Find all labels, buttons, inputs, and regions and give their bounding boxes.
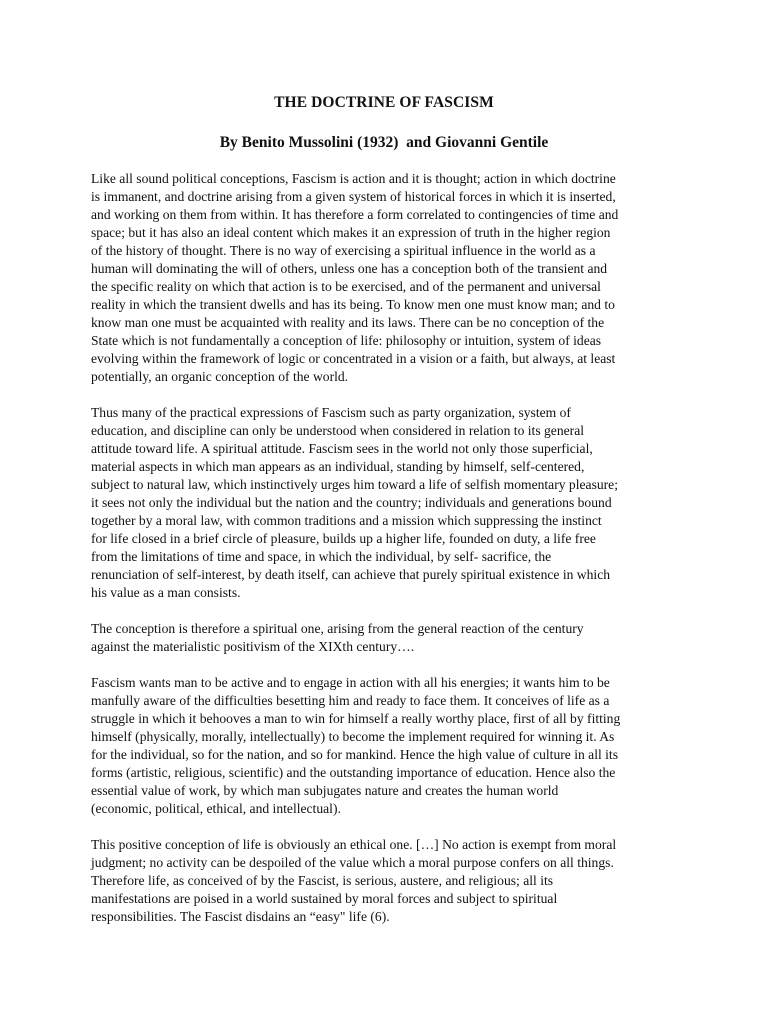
paragraph-line: it sees not only the individual but the nation and the country; individuals and generations bound: [91, 495, 612, 510]
paragraph-line: judgment; no activity can be despoiled of the value which a moral purpose confers on all things.: [91, 855, 614, 870]
paragraph-line: struggle in which it behooves a man to win for himself a really worthy place, first of all by fitting: [91, 711, 621, 726]
paragraph-line: human will dominating the will of others, unless one has a conception both of the transient and: [91, 261, 608, 276]
paragraph-line: Like all sound political conceptions, Fascism is action and it is thought; action in which doctrine: [91, 171, 616, 186]
paragraph-line: manfully aware of the difficulties besetting him and ready to face them. It conceives of life as a: [91, 693, 610, 708]
paragraph-line: material aspects in which man appears as an individual, standing by himself, self-centered,: [91, 459, 585, 474]
document-body: [91, 170, 691, 944]
paragraph-line: his value as a man consists.: [91, 585, 241, 600]
paragraph-line: the specific reality on which that action is to be exercised, and of the permanent and universal: [91, 279, 601, 294]
paragraph-line: space; but it has also an ideal content which makes it an expression of truth in the higher region: [91, 225, 611, 240]
paragraph-line: together by a moral law, with common traditions and a mission which suppressing the instinct: [91, 513, 602, 528]
paragraph-line: himself (physically, morally, intellectually) to become the implement required for winning it. As: [91, 729, 615, 744]
paragraph-line: of the history of thought. There is no way of exercising a spiritual influence in the world as a: [91, 243, 596, 258]
paragraph-line: potentially, an organic conception of the world.: [91, 369, 349, 384]
paragraph-line: evolving within the framework of logic or concentrated in a vision or a faith, but always, at least: [91, 351, 616, 366]
paragraph-line: (economic, political, ethical, and intellectual).: [91, 801, 341, 816]
paragraph-line: Thus many of the practical expressions of Fascism such as party organization, system of: [91, 405, 571, 420]
paragraph-line: manifestations are poised in a world sustained by moral forces and subject to spiritual: [91, 891, 558, 906]
paragraph-2: [91, 404, 691, 602]
paragraph-line: State which is not fundamentally a conception of life: philosophy or intuition, system of ideas: [91, 333, 602, 348]
document-byline: By Benito Mussolini (1932) and Giovanni Gentile: [219, 134, 549, 151]
paragraph-line: Therefore life, as conceived of by the Fascist, is serious, austere, and religious; all its: [91, 873, 554, 888]
paragraph-line: essential value of work, by which man subjugates nature and creates the human world: [91, 783, 559, 798]
paragraph-line: and working on them from within. It has therefore a form correlated to contingencies of time and: [91, 207, 619, 222]
paragraph-line: Fascism wants man to be active and to engage in action with all his energies; it wants him to be: [91, 675, 610, 690]
paragraph-line: attitude toward life. A spiritual attitude. Fascism sees in the world not only those superficial,: [91, 441, 593, 456]
paragraph-line: education, and discipline can only be understood when considered in relation to its general: [91, 423, 585, 438]
paragraph-line: for life closed in a brief circle of pleasure, builds up a higher life, founded on duty, a life free: [91, 531, 596, 546]
paragraph-line: is immanent, and doctrine arising from a given system of historical forces in which it is inserted,: [91, 189, 616, 204]
paragraph-line: renunciation of self-interest, by death itself, can achieve that purely spiritual existence in which: [91, 567, 611, 582]
paragraph-line: against the materialistic positivism of the XIXth century….: [91, 639, 415, 654]
paragraph-1: [91, 170, 691, 386]
paragraph-line: from the limitations of time and space, in which the individual, by self- sacrifice, the: [91, 549, 552, 564]
paragraph-5: [91, 836, 691, 926]
paragraph-4: [91, 674, 691, 818]
paragraph-line: This positive conception of life is obviously an ethical one. […] No action is exempt from moral: [91, 837, 617, 852]
paragraph-3: [91, 620, 691, 656]
paragraph-line: forms (artistic, religious, scientific) and the outstanding importance of education. Hence also the: [91, 765, 616, 780]
paragraph-line: for the individual, so for the nation, and so for mankind. Hence the high value of culture in all its: [91, 747, 619, 762]
document-title: THE DOCTRINE OF FASCISM: [274, 94, 494, 111]
paragraph-line: responsibilities. The Fascist disdains an “easy" life (6).: [91, 909, 390, 924]
paragraph-line: The conception is therefore a spiritual one, arising from the general reaction of the century: [91, 621, 584, 636]
paragraph-line: reality in which the transient dwells and has its being. To know men one must know man; and to: [91, 297, 615, 312]
paragraph-line: know man one must be acquainted with reality and its laws. There can be no conception of the: [91, 315, 605, 330]
paragraph-line: subject to natural law, which instinctively urges him toward a life of selfish momentary pleasure;: [91, 477, 618, 492]
